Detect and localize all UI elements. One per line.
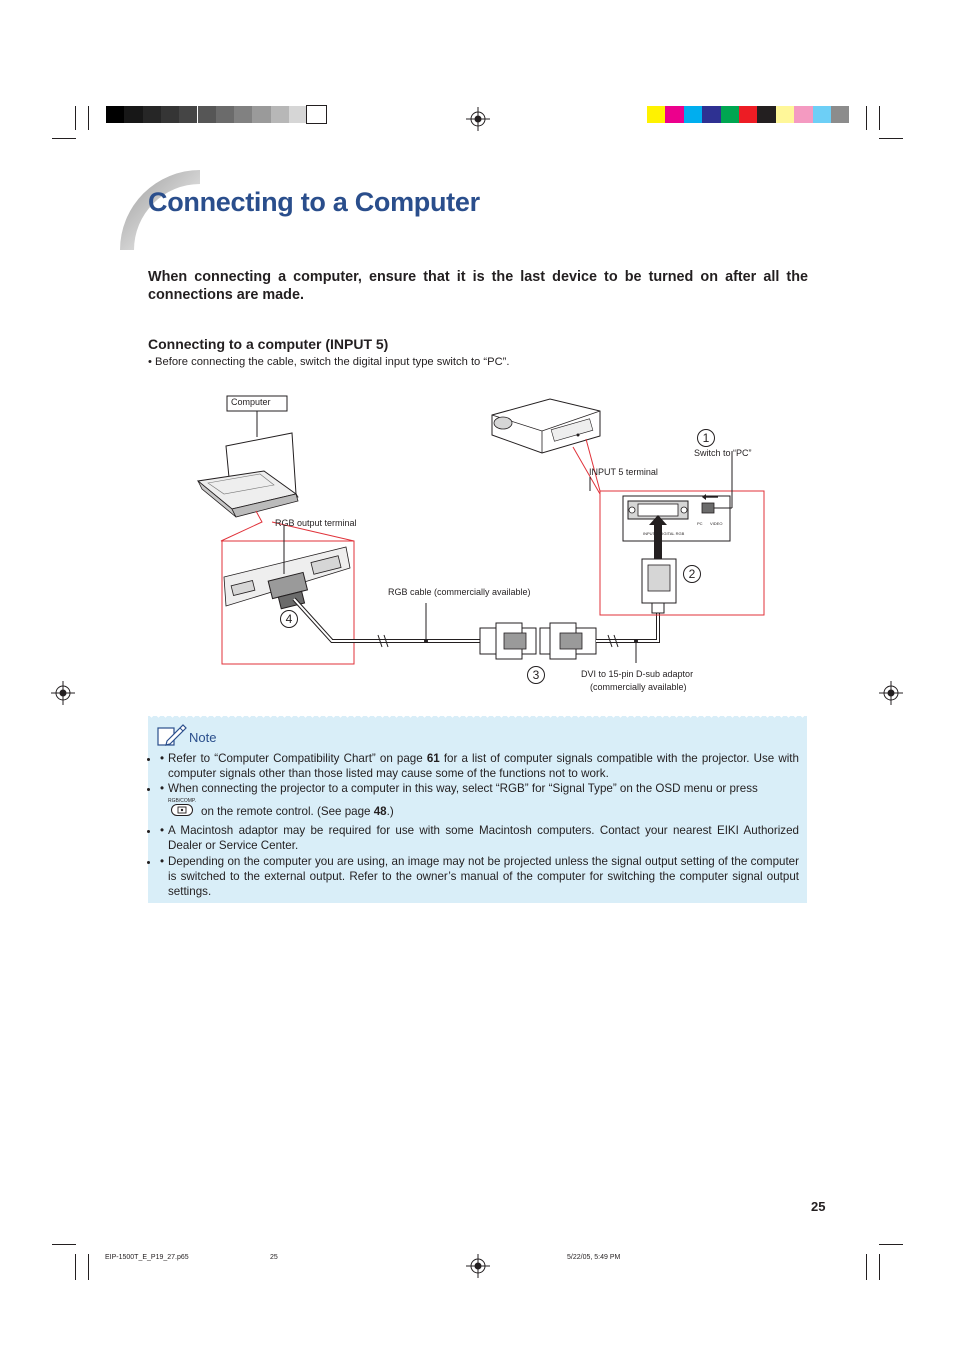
page-title: Connecting to a Computer	[148, 187, 480, 217]
footer-filename: EIP-1500T_E_P19_27.p65	[105, 1254, 189, 1261]
color-swatch	[757, 106, 775, 123]
color-swatch	[739, 106, 757, 123]
gray-swatch	[289, 106, 307, 123]
gray-swatch	[271, 106, 289, 123]
color-swatch	[813, 106, 831, 123]
note-title: Note	[189, 730, 217, 745]
step-3-marker: 3	[527, 666, 545, 684]
gray-swatch	[234, 106, 252, 123]
page-number: 25	[811, 1199, 826, 1214]
laptop-illustration	[198, 433, 298, 517]
color-swatch	[665, 106, 683, 123]
gray-swatch	[161, 106, 179, 123]
section-subheading: Connecting to a computer (INPUT 5)	[148, 336, 389, 352]
switch-to-pc-label: Switch to “PC”	[694, 448, 752, 458]
color-swatch	[702, 106, 720, 123]
registration-target-right	[879, 681, 903, 705]
footer-page: 25	[270, 1254, 278, 1261]
gray-swatch	[124, 106, 142, 123]
color-swatch	[794, 106, 812, 123]
note-item: • • When connecting the projector to a computer in this way, select “RGB” for “Signal Type” on the OSD menu or press RGB/COMP. on the remote control. (See page 48.)	[160, 781, 799, 796]
adaptor-label-line1: DVI to 15-pin D-sub adaptor	[581, 669, 694, 679]
footer-date: 5/22/05, 5:49 PM	[567, 1254, 621, 1261]
lead-paragraph: When connecting a computer, ensure that it is the last device to be turned on after all the connections are made.	[148, 269, 808, 303]
gray-swatch	[216, 106, 234, 123]
registration-target-bottom	[466, 1254, 490, 1278]
color-swatch	[647, 106, 665, 123]
projector-illustration	[492, 399, 600, 453]
gray-swatch	[143, 106, 161, 123]
step-1-marker: 1	[697, 429, 715, 447]
color-swatch	[721, 106, 739, 123]
rgb-output-terminal-label: RGB output terminal	[275, 518, 357, 528]
switch-video-text: VIDEO	[710, 521, 723, 526]
color-swatch	[776, 106, 794, 123]
gray-swatch	[179, 106, 197, 123]
registration-target-top	[466, 107, 490, 131]
note-border-dots	[148, 714, 807, 718]
note-item: • • A Macintosh adaptor may be required for use with some Macintosh computers. Contact your nearest EIKI Authorized Dealer or Service Center.	[160, 823, 799, 853]
registration-target-left	[51, 681, 75, 705]
step-2-marker: 2	[683, 565, 701, 583]
step-4-marker: 4	[280, 610, 298, 628]
computer-label: Computer	[231, 397, 271, 407]
note-item: • • Refer to “Computer Compatibility Chart” on page 61 for a list of computer signals compatible with the projector. Use with computer signals other than those listed may cause some of the functions not to work.	[160, 751, 799, 781]
gray-swatch	[307, 106, 325, 123]
rgb-comp-button-icon	[171, 804, 193, 816]
color-swatch	[831, 106, 849, 123]
gray-swatch	[198, 106, 216, 123]
adaptor-label-line2: (commercially available)	[590, 682, 687, 692]
remote-button-label: RGB/COMP.	[168, 798, 196, 804]
color-swatch	[684, 106, 702, 123]
panel-label-text: INPUT 5 DIGITAL RGB	[643, 531, 685, 536]
gray-swatch	[252, 106, 270, 123]
section-instruction: • Before connecting the cable, switch the digital input type switch to “PC”.	[148, 356, 510, 368]
gray-swatch	[106, 106, 124, 123]
input5-terminal-label: INPUT 5 terminal	[589, 467, 658, 477]
switch-pc-text: PC	[697, 521, 703, 526]
note-item: • • Depending on the computer you are using, an image may not be projected unless the signal output setting of the computer is switched to the external output. Refer to the owner’s manual of the computer for switching the computer signal output settings.	[160, 854, 799, 900]
rgb-cable-label: RGB cable (commercially available)	[388, 587, 531, 597]
connection-diagram-art	[190, 391, 780, 701]
pencil-note-icon	[157, 723, 187, 747]
